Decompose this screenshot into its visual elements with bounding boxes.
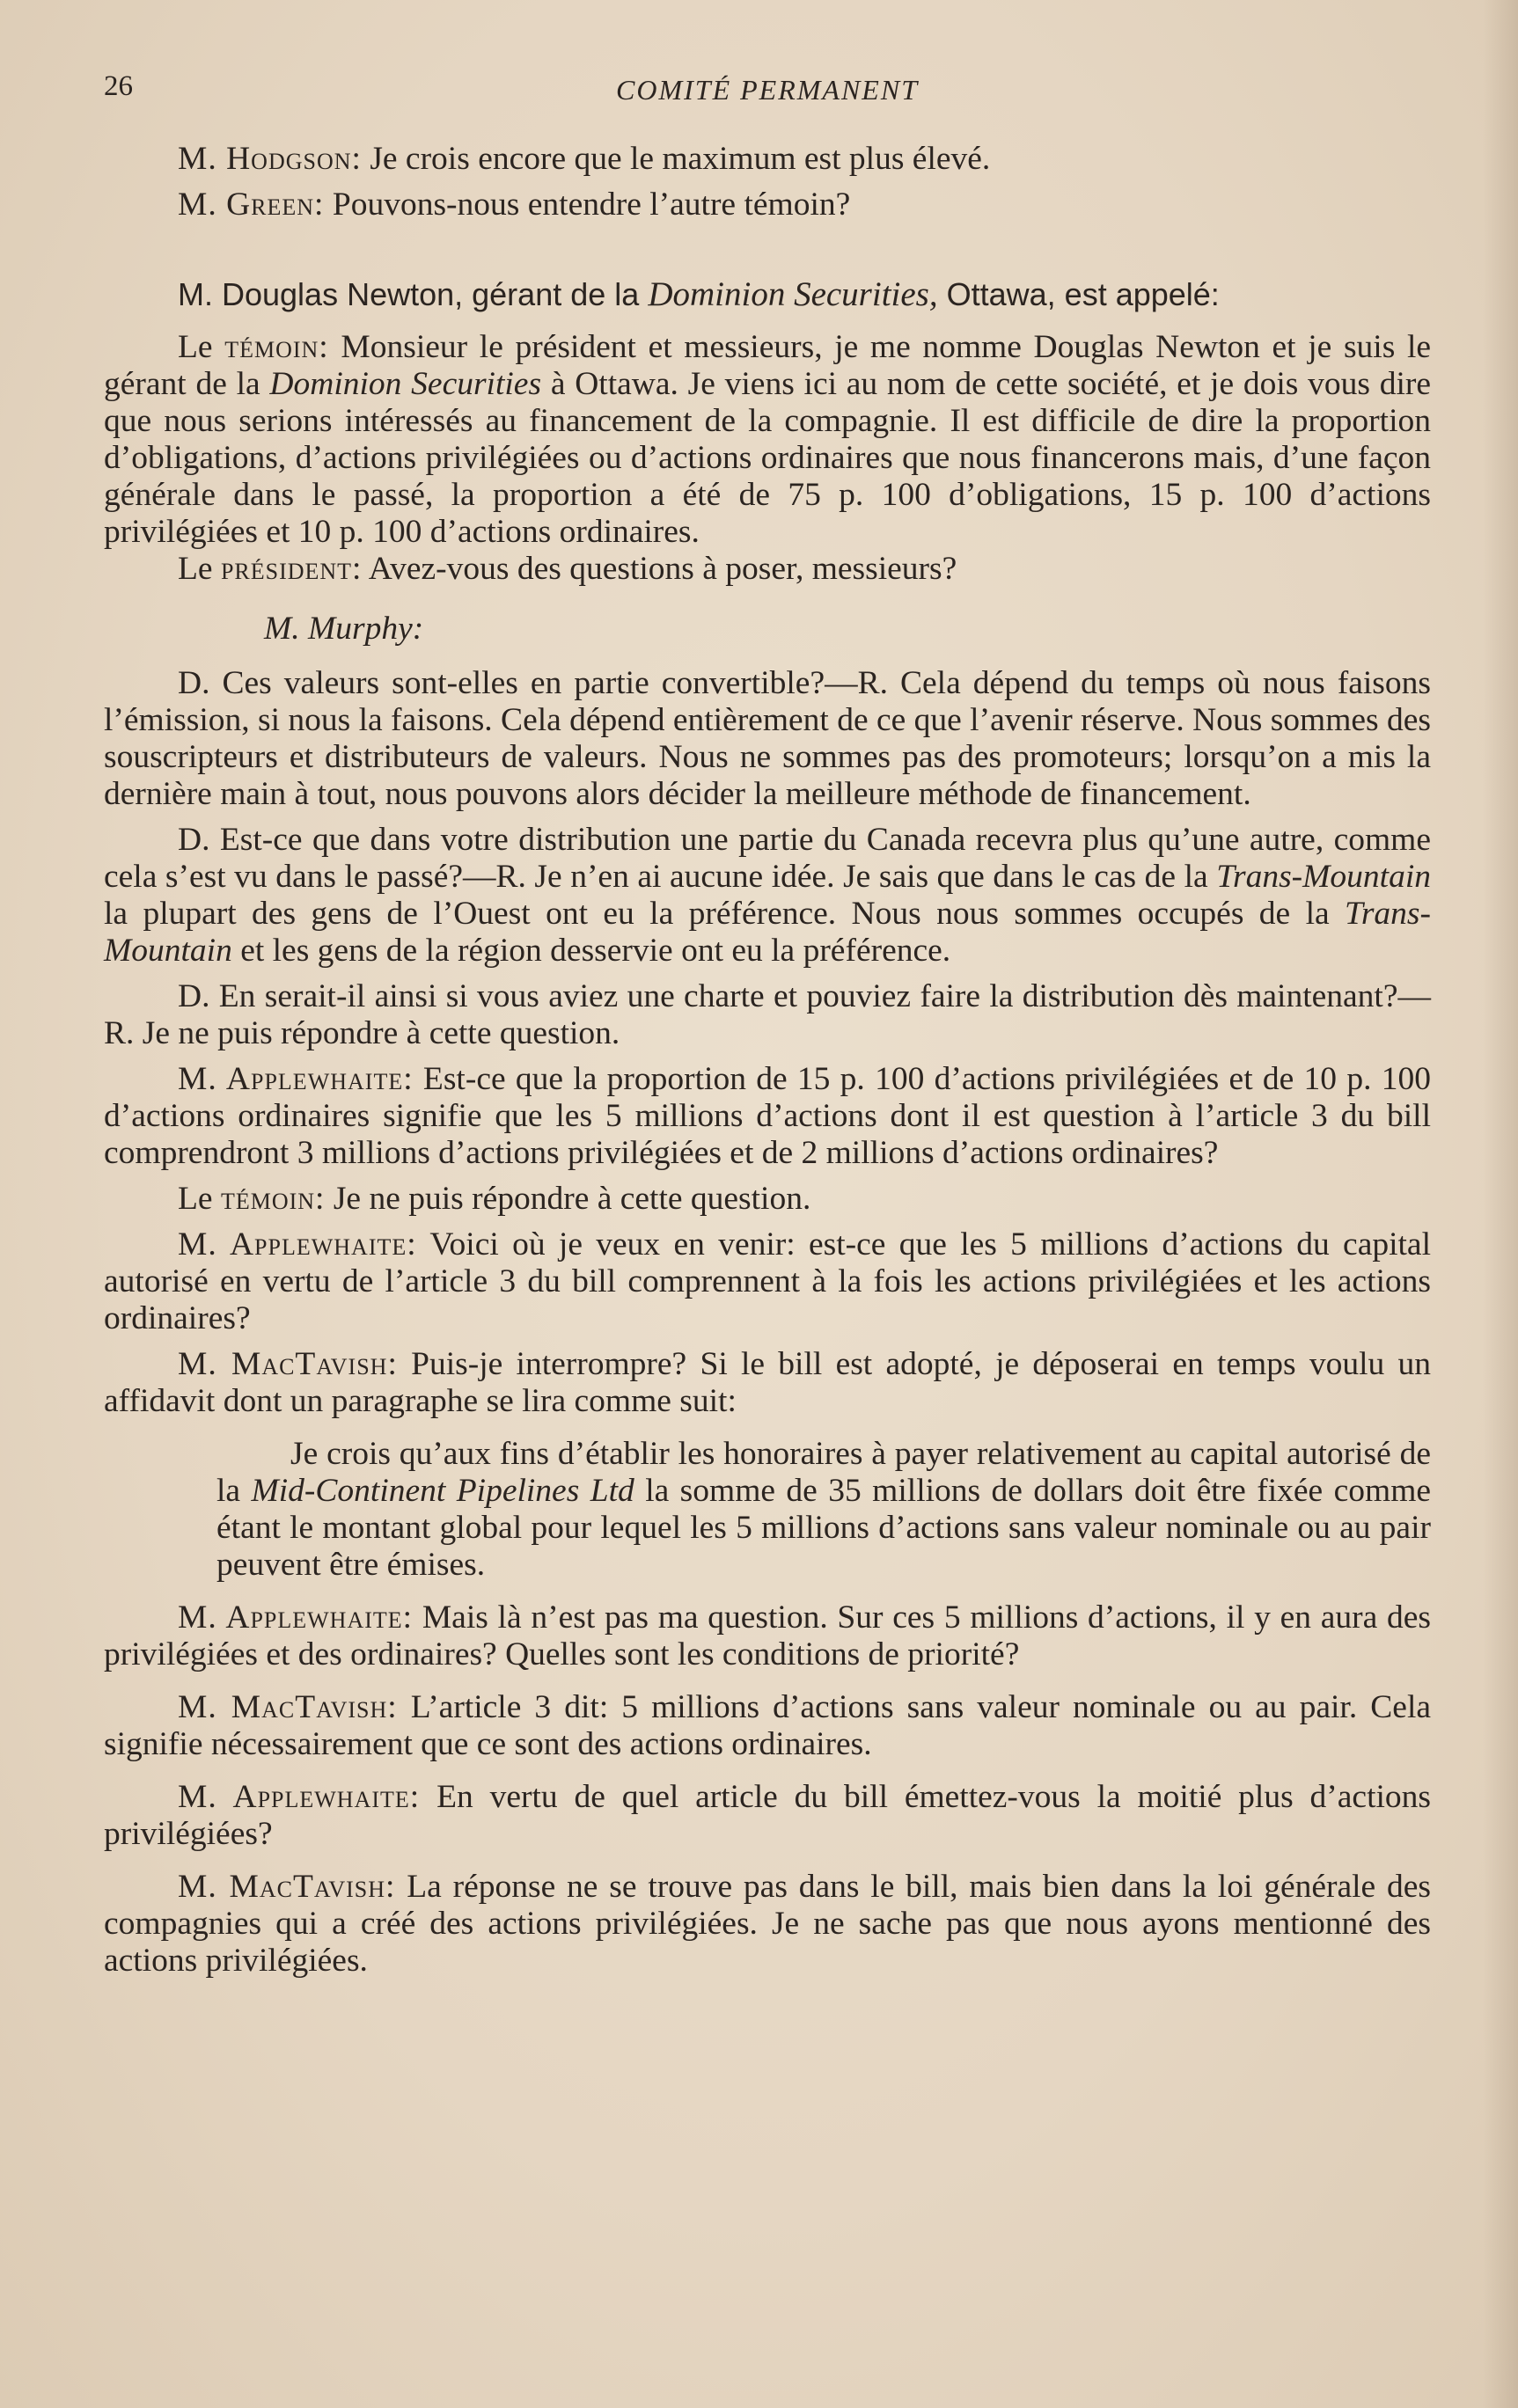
- company-name: Mid-Continent Pipelines Ltd: [251, 1473, 634, 1509]
- speaker-name: témoin:: [224, 329, 329, 365]
- witness-heading: [104, 276, 1431, 313]
- speech-text: à Ottawa. Je viens ici au nom de cette société, et je dois vous dire que nous serions intéressés au financement de la compagnie. Il est difficile de dire la proportion d’obligations, d’actions privilégiées ou d’actions ordinaires que nous financerons mais, d’une façon générale dans le passé, la proportion a été de 75 p. 100 d’obligations, 15 p. 100 d’actions privilégiées et 10 p. 100 d’actions ordinaires.: [104, 366, 1432, 550]
- speaker-name: président:: [220, 551, 363, 587]
- heading-text: Ottawa, est appelé:: [946, 276, 1220, 312]
- speech-text: Mais là n’est pas ma question. Sur ces 5 millions d’actions, il y en aura des privilégiées et des ordinaires? Quelles sont les conditions de priorité?: [104, 1599, 1432, 1672]
- speaker-prefix: Le: [178, 551, 213, 587]
- speaker-name: témoin:: [220, 1181, 326, 1217]
- paragraph-green: [104, 187, 1431, 223]
- company-name: Dominion Securities,: [648, 275, 938, 313]
- company-name: Trans-Mountain: [104, 896, 1432, 969]
- paragraph-mactavish-2: [104, 1689, 1431, 1763]
- speaker-name: M. MacTavish:: [178, 1869, 396, 1905]
- speech-text: Je ne puis répondre à cette question.: [333, 1181, 811, 1217]
- paragraph-mactavish-1: [104, 1346, 1431, 1420]
- speaker-name: M. MacTavish:: [178, 1346, 398, 1382]
- page-header: [104, 70, 1431, 114]
- page-edge-shadow: [1483, 0, 1518, 2408]
- page-body: [104, 141, 1431, 1980]
- company-name: Dominion Securities: [269, 366, 542, 402]
- paragraph-witness-answer: [104, 1181, 1431, 1218]
- speech-text: En vertu de quel article du bill émettez-vous la moitié plus d’actions privilégiées?: [104, 1779, 1431, 1852]
- running-head: COMITÉ PERMANENT: [616, 74, 919, 106]
- speaker-name: M. Applewhaite:: [178, 1061, 414, 1097]
- paragraph-mactavish-3: [104, 1869, 1431, 1980]
- paragraph-applewhaite-3: [104, 1599, 1431, 1673]
- paragraph-witness-statement: [104, 329, 1431, 551]
- quote-text: Je crois qu’aux fins d’établir les honoraires à payer relativement au capital autorisé de la: [216, 1436, 1431, 1509]
- speech-text: La réponse ne se trouve pas dans le bill, mais bien dans la loi générale des compagnies qui a créé des actions privilégiées. Je ne sache pas que nous ayons mentionné des actions privilégiées.: [104, 1869, 1431, 1979]
- speech-text: Avez-vous des questions à poser, messieurs?: [368, 551, 957, 587]
- speech-text: la plupart des gens de l’Ouest ont eu la préférence. Nous nous sommes occupés de la: [104, 896, 1330, 932]
- speaker-name: M. Applewhaite:: [178, 1226, 417, 1263]
- speech-text: Monsieur le président et messieurs, je me nomme Douglas Newton et je suis le gérant de la: [104, 329, 1432, 402]
- speech-text: L’article 3 dit: 5 millions d’actions sans valeur nominale ou au pair. Cela signifie nécessairement que ce sont des actions ordinaires.: [104, 1689, 1432, 1762]
- paragraph-question-1: D. Ces valeurs sont-elles en partie convertible?—R. Cela dépend du temps où nous faisons l’émission, si nous la faisons. Cela dépend entièrement de ce que l’avenir réserve. Nous sommes des souscripteurs et distributeurs de valeurs. Nous ne sommes pas des promoteurs; lorsqu’on a mis la dernière main à tout, nous pouvons alors décider la meilleure méthode de financement.: [104, 665, 1431, 812]
- paragraph-applewhaite-2: [104, 1226, 1431, 1337]
- paragraph-applewhaite-1: [104, 1061, 1431, 1172]
- heading-text: M. Douglas Newton, gérant de la: [178, 276, 640, 312]
- speaker-prefix: Le: [178, 1181, 213, 1217]
- speech-text: Est-ce que la proportion de 15 p. 100 d’actions privilégiées et de 10 p. 100 d’actions ordinaires signifie que les 5 millions d’actions dont il est question à l’article 3 du bill comprendront 3 millions d’actions privilégiées et de 2 millions d’actions ordinaires?: [104, 1061, 1431, 1171]
- speaker-name: M. Hodgson:: [178, 141, 362, 177]
- speaker-name: M. Green:: [178, 187, 325, 223]
- speech-text: et les gens de la région desservie ont eu la préférence.: [240, 933, 951, 969]
- questioner-murphy: M. Murphy:: [264, 611, 424, 647]
- speaker-prefix: Le: [178, 329, 213, 365]
- quote-text: la somme de 35 millions de dollars doit être fixée comme étant le montant global pour lequel les 5 millions d’actions sans valeur nominale ou au pair peuvent être émises.: [216, 1473, 1432, 1583]
- speech-text: Voici où je veux en venir: est-ce que les 5 millions d’actions du capital autorisé en vertu de l’article 3 du bill comprennent à la fois les actions privilégiées et les actions ordinaires?: [104, 1226, 1431, 1336]
- speaker-name: M. Applewhaite:: [178, 1779, 421, 1815]
- speaker-name: M. MacTavish:: [178, 1689, 398, 1725]
- speech-text: Pouvons-nous entendre l’autre témoin?: [332, 187, 851, 223]
- affidavit-quote: [104, 1436, 1431, 1584]
- paragraph-hodgson: [104, 141, 1431, 178]
- paragraph-president: [104, 551, 1431, 588]
- speech-text: D. Est-ce que dans votre distribution une partie du Canada recevra plus qu’une autre, comme cela s’est vu dans le passé?—R. Je n’en ai aucune idée. Je sais que dans le cas de la: [104, 822, 1431, 895]
- paragraph-applewhaite-4: [104, 1779, 1431, 1853]
- page-number: 26: [104, 70, 133, 102]
- speech-text: Puis-je interrompre? Si le bill est adopté, je déposerai en temps voulu un affidavit dont un paragraphe se lira comme suit:: [104, 1346, 1431, 1419]
- paragraph-question-3: D. En serait-il ainsi si vous aviez une charte et pouviez faire la distribution dès maintenant?—R. Je ne puis répondre à cette question.: [104, 978, 1431, 1051]
- paragraph-question-2: [104, 822, 1431, 970]
- speaker-name: M. Applewhaite:: [178, 1599, 414, 1636]
- company-name: Trans-Mountain: [1216, 859, 1431, 895]
- speech-text: Je crois encore que le maximum est plus élevé.: [370, 141, 991, 177]
